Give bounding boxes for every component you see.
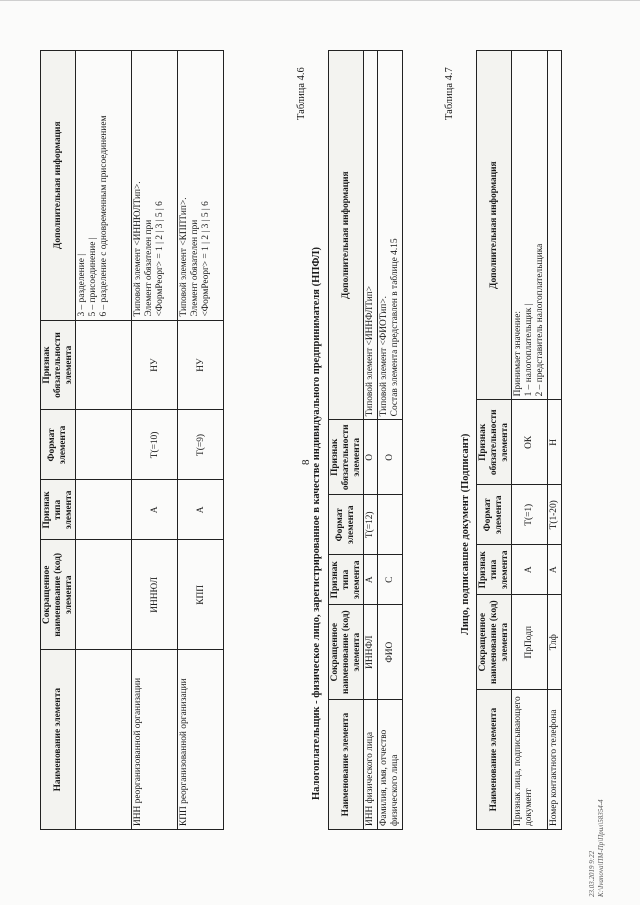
cell-name: Признак лица, подписывающего документ: [512, 690, 547, 830]
info-line: 1 – налогоплательщик |: [524, 303, 535, 397]
col-header-format: Формат элемента: [41, 410, 76, 480]
cell-req: ОК: [512, 400, 547, 485]
info-line: Типовой элемент <ИННЮЛТип>.: [133, 181, 144, 317]
cell-req: Н: [547, 400, 561, 485]
table-row: [76, 51, 132, 830]
col-header-req: Признак обязательности элемента: [329, 420, 364, 495]
info-line: Типовой элемент <ФИОТип>.: [379, 296, 390, 417]
table-continuation: [40, 50, 224, 830]
col-header-info: Дополнительная информация: [329, 51, 364, 420]
col-header-name: Наименование элемента: [329, 700, 364, 830]
col-header-type: Признак типа элемента: [41, 480, 76, 540]
cell-info: [512, 51, 547, 400]
info-line: <ФормРеорг> = 1 | 2 | 3 | 5 | 6: [155, 201, 166, 317]
table2-header-row: [329, 51, 364, 830]
page-number: 8: [300, 459, 312, 465]
cell-type: А: [178, 480, 224, 540]
cell-type: А: [132, 480, 178, 540]
info-line: Элемент обязателен при: [190, 219, 201, 317]
cell-format: Т(=9): [178, 410, 224, 480]
cell-code: ФИО: [378, 605, 403, 700]
cell-req: НУ: [178, 320, 224, 410]
col-header-type: Признак типа элемента: [329, 555, 364, 605]
cell-format: Т(=1): [512, 485, 547, 545]
table1-header-row: [41, 51, 76, 830]
col-header-format: Формат элемента: [329, 495, 364, 555]
table-row: [132, 51, 178, 830]
info-line: Принимает значение:: [513, 311, 524, 397]
cell-format: Т(=10): [132, 410, 178, 480]
table-npfl: [328, 50, 403, 830]
cell-type: С: [378, 555, 403, 605]
cell-name: ИНН физического лица: [364, 700, 378, 830]
cell-format: Т(=12): [364, 495, 378, 555]
cell-info: [547, 51, 561, 400]
info-line: 6 – разделение с одновременным присоединением: [99, 115, 110, 317]
cell-format: [378, 495, 403, 555]
info-line: <ФормРеорг> = 1 | 2 | 3 | 5 | 6: [201, 201, 212, 317]
footer-file-info: [588, 799, 606, 897]
cell-code: ИННЮЛ: [132, 540, 178, 650]
cell-code: КПП: [178, 540, 224, 650]
info-line: 5 – присоединение |: [88, 237, 99, 317]
cell-name: КПП реорганизованной организации: [178, 650, 224, 830]
cell-type: А: [547, 545, 561, 595]
cell-type: [76, 480, 132, 540]
cell-type: А: [512, 545, 547, 595]
cell-info: [132, 51, 178, 321]
info-line: Типовой элемент <КППТип>.: [179, 197, 190, 317]
cell-req: [76, 320, 132, 410]
cell-format: [76, 410, 132, 480]
info-line: Состав элемента представлен в таблице 4.15: [390, 238, 401, 417]
cell-req: О: [378, 420, 403, 495]
cell-format: Т(1-20): [547, 485, 561, 545]
cell-info: [76, 51, 132, 321]
cell-name: Номер контактного телефона: [547, 690, 561, 830]
col-header-info: Дополнительная информация: [41, 51, 76, 321]
table-row: [178, 51, 224, 830]
table-label-4-6: Таблица 4.6: [296, 67, 307, 120]
col-header-type: Признак типа элемента: [477, 545, 512, 595]
table-title-signer: Лицо, подписавшее документ (Подписант): [460, 433, 471, 635]
col-header-code: Сокращенное наименование (код) элемента: [329, 605, 364, 700]
info-line: Типовой элемент <ИННФЛТип>: [365, 285, 376, 417]
cell-name: [76, 650, 132, 830]
table-row: [364, 51, 378, 830]
col-header-code: Сокращенное наименование (код) элемента: [477, 595, 512, 690]
info-line: Элемент обязателен при: [144, 219, 155, 317]
cell-req: НУ: [132, 320, 178, 410]
cell-info: [364, 51, 378, 420]
info-line: 2 – представитель налогоплательщика: [535, 243, 546, 397]
col-header-req: Признак обязательности элемента: [41, 320, 76, 410]
col-header-format: Формат элемента: [477, 485, 512, 545]
cell-code: [76, 540, 132, 650]
col-header-req: Признак обязательности элемента: [477, 400, 512, 485]
cell-name: ИНН реорганизованной организации: [132, 650, 178, 830]
info-line: 3 – разделение |: [77, 253, 88, 317]
cell-name: Фамилия, имя, отчество физического лица: [378, 700, 403, 830]
col-header-name: Наименование элемента: [477, 690, 512, 830]
footer-timestamp: 23.03.2019 9:22: [588, 850, 596, 897]
col-header-code: Сокращенное наименование (код) элемента: [41, 540, 76, 650]
table-row: [547, 51, 561, 830]
footer-filepath: K:\Ivanova\ПМ-Пр\Прил\58354-4: [597, 799, 606, 897]
cell-type: А: [364, 555, 378, 605]
cell-code: Тлф: [547, 595, 561, 690]
cell-code: ИННФЛ: [364, 605, 378, 700]
cell-info: [178, 51, 224, 321]
cell-req: О: [364, 420, 378, 495]
table-signer: [476, 50, 562, 830]
table-label-4-7: Таблица 4.7: [444, 67, 455, 120]
table3-header-row: [477, 51, 512, 830]
cell-code: ПрПодп: [512, 595, 547, 690]
cell-info: [378, 51, 403, 420]
col-header-name: Наименование элемента: [41, 650, 76, 830]
table-row: [512, 51, 547, 830]
table-title-npfl: Налогоплательщик - физическое лицо, зарегистрированное в качестве индивидуального предпринимателя (НПФЛ): [311, 247, 322, 800]
col-header-info: Дополнительная информация: [477, 51, 512, 400]
table-row: [378, 51, 403, 830]
